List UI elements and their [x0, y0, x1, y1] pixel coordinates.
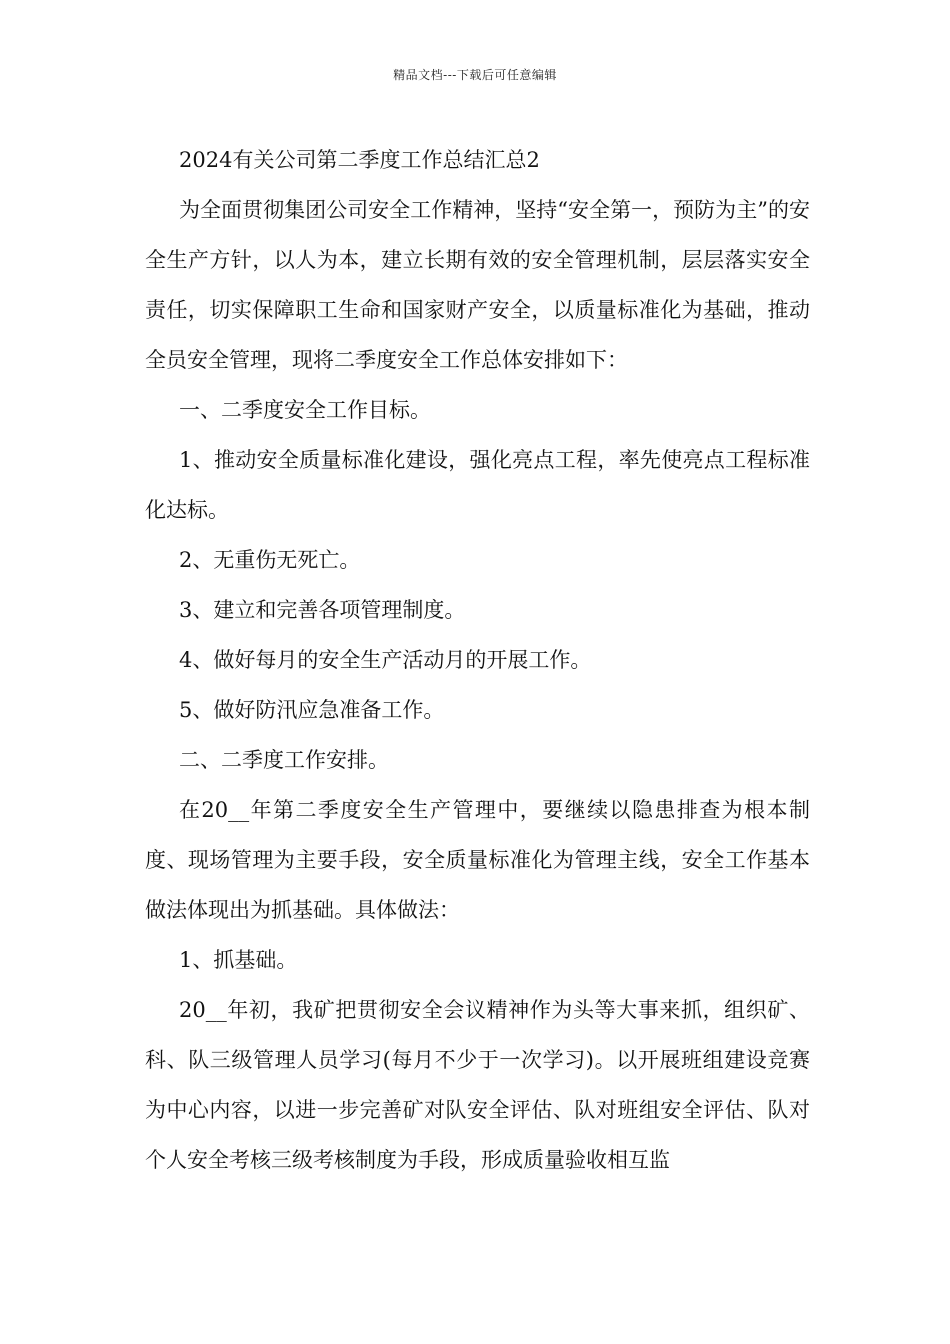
paragraph-basics: 20__年初，我矿把贯彻安全会议精神作为头等大事来抓，组织矿、科、队三级管理人员学习(每月不少于一次学习)。以开展班组建设竞赛为中心内容，以进一步完善矿对队安全评估、队对班组安全评估、队对个人安全考核三级考核制度为手段，形成质量验收相互监: [145, 998, 810, 1172]
document-title: 2024有关公司第二季度工作总结汇总2: [179, 148, 540, 172]
document-body: [145, 135, 810, 1185]
paragraph-plan: 在20__年第二季度安全生产管理中，要继续以隐患排查为根本制度、现场管理为主要手段，安全质量标准化为管理主线，安全工作基本做法体现出为抓基础。具体做法：: [145, 798, 810, 922]
section-heading-plan: 二、二季度工作安排。: [179, 748, 389, 772]
list-item-goal-5: 5、做好防汛应急准备工作。: [179, 698, 445, 722]
paragraph-intro: 为全面贯彻集团公司安全工作精神，坚持“安全第一，预防为主”的安全生产方针，以人为本，建立长期有效的安全管理机制，层层落实安全责任，切实保障职工生命和国家财产安全，以质量标准化为基础，推动全员安全管理，现将二季度安全工作总体安排如下：: [145, 198, 810, 372]
list-item-goal-4: 4、做好每月的安全生产活动月的开展工作。: [179, 648, 592, 672]
list-item-goal-1: 1、推动安全质量标准化建设，强化亮点工程，率先使亮点工程标准化达标。: [145, 448, 810, 522]
subsection-heading-basics: 1、抓基础。: [179, 948, 298, 972]
list-item-goal-2: 2、无重伤无死亡。: [179, 548, 361, 572]
list-item-goal-3: 3、建立和完善各项管理制度。: [179, 598, 466, 622]
section-heading-goals: 一、二季度安全工作目标。: [179, 398, 431, 422]
page-header: 精品文档---下载后可任意编辑: [393, 68, 557, 82]
